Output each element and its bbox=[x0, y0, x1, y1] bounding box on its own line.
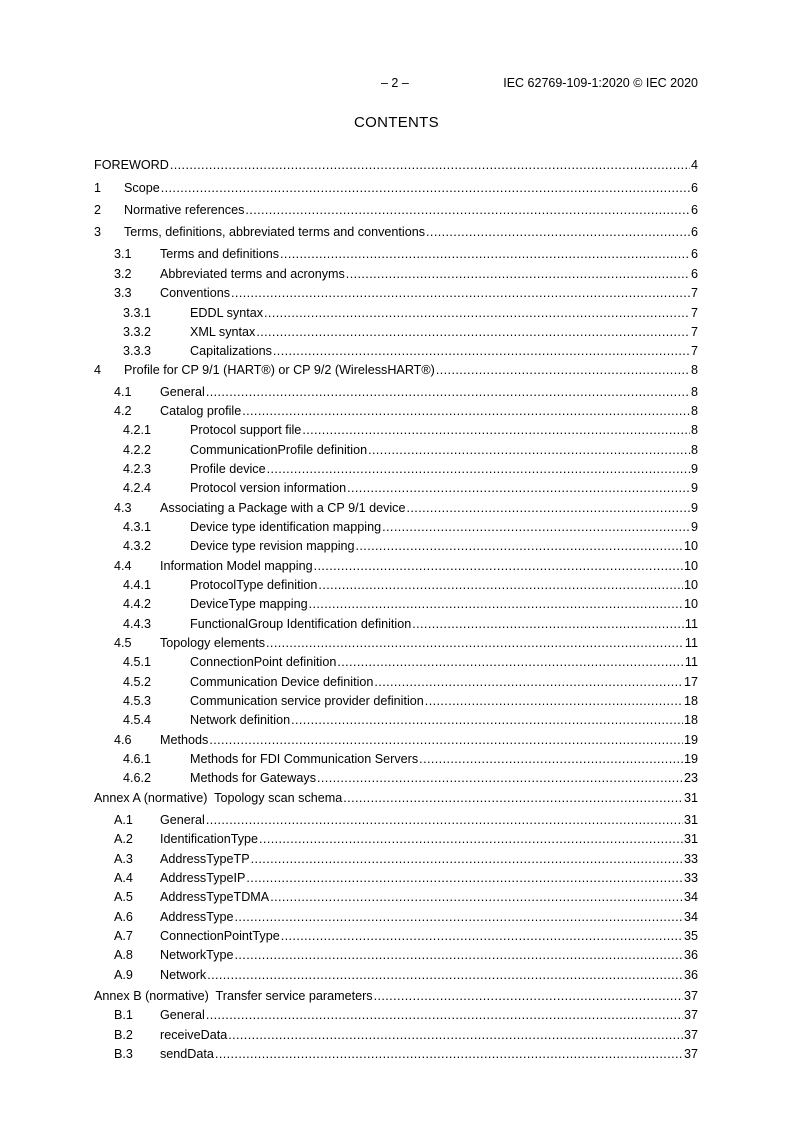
toc-entry[interactable] bbox=[94, 481, 698, 496]
toc-entry-number: 2 bbox=[94, 203, 102, 217]
toc-entry-label: Protocol version information bbox=[190, 481, 347, 495]
toc-entry-number: 4.3.2 bbox=[123, 539, 152, 553]
toc-entry-label: Terms and definitions bbox=[160, 247, 280, 261]
toc-entry-label: Profile device bbox=[190, 462, 266, 476]
toc-entry-page: 10 bbox=[683, 539, 698, 553]
toc-entry-label: Network definition bbox=[190, 713, 291, 727]
toc-entry[interactable] bbox=[94, 501, 698, 516]
toc-entry-label: DeviceType mapping bbox=[190, 597, 308, 611]
toc-leader-dots bbox=[407, 501, 690, 516]
toc-entry-label: ConnectionPointType bbox=[160, 929, 280, 943]
toc-entry[interactable] bbox=[94, 752, 698, 767]
toc-entry-number: A.5 bbox=[114, 890, 133, 904]
toc-entry[interactable] bbox=[94, 890, 698, 905]
toc-entry-page: 4 bbox=[690, 158, 698, 172]
toc-entry[interactable] bbox=[94, 968, 698, 983]
toc-entry-label: FOREWORD bbox=[94, 158, 169, 172]
toc-leader-dots bbox=[206, 813, 683, 828]
toc-entry-label: ProtocolType definition bbox=[190, 578, 318, 592]
toc-entry-number: A.6 bbox=[114, 910, 133, 924]
toc-leader-dots bbox=[270, 890, 683, 905]
toc-entry-label: AddressType bbox=[160, 910, 234, 924]
toc-entry[interactable] bbox=[94, 443, 698, 458]
toc-entry[interactable] bbox=[94, 929, 698, 944]
toc-entry-page: 11 bbox=[684, 636, 698, 650]
toc-entry-label: Communication Device definition bbox=[190, 675, 374, 689]
toc-entry-label: Network bbox=[160, 968, 207, 982]
toc-entry-number: 4.3 bbox=[114, 501, 132, 515]
toc-entry-label: AddressTypeIP bbox=[160, 871, 246, 885]
toc-entry-page: 10 bbox=[683, 597, 698, 611]
toc-leader-dots bbox=[309, 597, 683, 612]
toc-leader-dots bbox=[235, 948, 683, 963]
toc-leader-dots bbox=[343, 791, 683, 806]
toc-entry-label: FunctionalGroup Identification definition bbox=[190, 617, 412, 631]
toc-entry-number: B.3 bbox=[114, 1047, 133, 1061]
toc-entry-label: Annex A (normative) Topology scan schema bbox=[94, 791, 343, 805]
toc-entry-page: 6 bbox=[690, 203, 698, 217]
toc-leader-dots bbox=[215, 1047, 683, 1062]
toc-entry-number: 4.4.3 bbox=[123, 617, 152, 631]
toc-leader-dots bbox=[426, 225, 690, 240]
toc-entry[interactable] bbox=[94, 539, 698, 554]
toc-entry-label: ConnectionPoint definition bbox=[190, 655, 337, 669]
toc-entry-number: 3.3.2 bbox=[123, 325, 152, 339]
toc-entry[interactable] bbox=[94, 597, 698, 612]
toc-entry-page: 18 bbox=[683, 713, 698, 727]
toc-entry-label: NetworkType bbox=[160, 948, 234, 962]
toc-leader-dots bbox=[207, 968, 683, 983]
toc-entry-label: Device type revision mapping bbox=[190, 539, 355, 553]
toc-entry[interactable] bbox=[94, 910, 698, 925]
toc-entry-page: 7 bbox=[690, 344, 698, 358]
toc-leader-dots bbox=[368, 443, 690, 458]
toc-entry-page: 33 bbox=[683, 852, 698, 866]
toc-entry[interactable] bbox=[94, 655, 698, 670]
toc-entry-label: Scope bbox=[124, 181, 160, 195]
toc-entry[interactable] bbox=[94, 791, 698, 806]
toc-entry-page: 8 bbox=[690, 363, 698, 377]
toc-leader-dots bbox=[302, 423, 690, 438]
toc-entry-page: 9 bbox=[690, 462, 698, 476]
toc-entry-page: 8 bbox=[690, 423, 698, 437]
toc-entry-label: Abbreviated terms and acronyms bbox=[160, 267, 345, 281]
toc-leader-dots bbox=[356, 539, 683, 554]
toc-entry[interactable] bbox=[94, 617, 698, 632]
toc-entry-page: 7 bbox=[690, 286, 698, 300]
toc-entry-number: 4 bbox=[94, 363, 102, 377]
toc-entry-label: Conventions bbox=[160, 286, 231, 300]
toc-entry-label: Methods for FDI Communication Servers bbox=[190, 752, 419, 766]
page-title: CONTENTS bbox=[354, 114, 439, 131]
toc-entry-number: 4.5.1 bbox=[123, 655, 152, 669]
toc-leader-dots bbox=[242, 404, 690, 419]
toc-entry-number: A.7 bbox=[114, 929, 133, 943]
toc-entry[interactable] bbox=[94, 158, 698, 173]
toc-entry-label: sendData bbox=[160, 1047, 214, 1061]
toc-entry-page: 9 bbox=[690, 481, 698, 495]
toc-entry[interactable] bbox=[94, 404, 698, 419]
toc-leader-dots bbox=[206, 385, 690, 400]
toc-entry-number: 4.2.4 bbox=[123, 481, 152, 495]
toc-entry[interactable] bbox=[94, 247, 698, 262]
toc-entry-number: 4.3.1 bbox=[123, 520, 152, 534]
toc-leader-dots bbox=[291, 713, 683, 728]
toc-entry-label: Annex B (normative) Transfer service parameters bbox=[94, 989, 373, 1003]
toc-leader-dots bbox=[436, 363, 690, 378]
toc-entry-page: 6 bbox=[690, 247, 698, 261]
toc-leader-dots bbox=[267, 462, 690, 477]
toc-leader-dots bbox=[170, 158, 690, 173]
toc-entry[interactable] bbox=[94, 771, 698, 786]
toc-leader-dots bbox=[273, 344, 690, 359]
toc-entry[interactable] bbox=[94, 578, 698, 593]
toc-entry-label: Profile for CP 9/1 (HART®) or CP 9/2 (WirelessHART®) bbox=[124, 363, 435, 377]
toc-entry[interactable] bbox=[94, 675, 698, 690]
toc-entry-number: 3.3.1 bbox=[123, 306, 152, 320]
toc-entry[interactable] bbox=[94, 694, 698, 709]
toc-entry[interactable] bbox=[94, 267, 698, 282]
toc-entry-number: A.4 bbox=[114, 871, 133, 885]
toc-entry-page: 7 bbox=[690, 325, 698, 339]
toc-entry-number: 4.2.3 bbox=[123, 462, 152, 476]
toc-entry-label: Information Model mapping bbox=[160, 559, 313, 573]
toc-entry[interactable] bbox=[94, 559, 698, 574]
toc-entry-label: Protocol support file bbox=[190, 423, 302, 437]
toc-entry-label: Catalog profile bbox=[160, 404, 242, 418]
toc-leader-dots bbox=[246, 871, 683, 886]
toc-entry[interactable] bbox=[94, 181, 698, 196]
toc-leader-dots bbox=[419, 752, 683, 767]
toc-entry[interactable] bbox=[94, 423, 698, 438]
toc-entry-page: 31 bbox=[683, 791, 698, 805]
toc-entry-number: 3 bbox=[94, 225, 102, 239]
document-reference: IEC 62769-109-1:2020 © IEC 2020 bbox=[503, 76, 698, 90]
toc-leader-dots bbox=[317, 771, 683, 786]
toc-entry-page: 31 bbox=[683, 813, 698, 827]
toc-leader-dots bbox=[347, 481, 690, 496]
toc-entry-number: 3.3.3 bbox=[123, 344, 152, 358]
toc-entry-page: 8 bbox=[690, 385, 698, 399]
toc-entry-label: receiveData bbox=[160, 1028, 228, 1042]
toc-entry[interactable] bbox=[94, 713, 698, 728]
toc-entry-number: A.1 bbox=[114, 813, 133, 827]
toc-entry-page: 35 bbox=[683, 929, 698, 943]
toc-entry-page: 33 bbox=[683, 871, 698, 885]
toc-entry-page: 37 bbox=[683, 1028, 698, 1042]
toc-entry-page: 23 bbox=[683, 771, 698, 785]
toc-entry[interactable] bbox=[94, 852, 698, 867]
toc-entry-page: 37 bbox=[683, 1008, 698, 1022]
toc-entry-number: 4.5 bbox=[114, 636, 132, 650]
toc-entry-page: 9 bbox=[690, 501, 698, 515]
toc-entry-page: 37 bbox=[683, 1047, 698, 1061]
toc-entry-page: 7 bbox=[690, 306, 698, 320]
toc-entry[interactable] bbox=[94, 203, 698, 218]
toc-entry[interactable] bbox=[94, 989, 698, 1004]
toc-entry-label: CommunicationProfile definition bbox=[190, 443, 368, 457]
toc-entry[interactable] bbox=[94, 1047, 698, 1062]
toc-leader-dots bbox=[206, 1008, 683, 1023]
toc-entry-number: A.8 bbox=[114, 948, 133, 962]
toc-leader-dots bbox=[264, 306, 690, 321]
toc-entry-page: 36 bbox=[683, 968, 698, 982]
toc-entry-number: A.9 bbox=[114, 968, 133, 982]
toc-entry[interactable] bbox=[94, 1028, 698, 1043]
toc-entry-label: IdentificationType bbox=[160, 832, 259, 846]
toc-entry[interactable] bbox=[94, 520, 698, 535]
toc-entry-label: General bbox=[160, 385, 205, 399]
toc-leader-dots bbox=[318, 578, 683, 593]
toc-entry-label: General bbox=[160, 813, 205, 827]
toc-leader-dots bbox=[251, 852, 683, 867]
toc-leader-dots bbox=[425, 694, 683, 709]
toc-leader-dots bbox=[245, 203, 690, 218]
toc-entry-number: 4.1 bbox=[114, 385, 132, 399]
toc-entry-page: 10 bbox=[683, 578, 698, 592]
toc-entry[interactable] bbox=[94, 636, 698, 651]
toc-entry-page: 18 bbox=[683, 694, 698, 708]
toc-entry-label: Methods bbox=[160, 733, 209, 747]
toc-leader-dots bbox=[281, 929, 683, 944]
toc-leader-dots bbox=[337, 655, 684, 670]
toc-entry[interactable] bbox=[94, 733, 698, 748]
toc-entry-label: Normative references bbox=[124, 203, 245, 217]
toc-entry-page: 19 bbox=[683, 752, 698, 766]
toc-entry-number: 4.5.4 bbox=[123, 713, 152, 727]
toc-entry-page: 6 bbox=[690, 181, 698, 195]
toc-entry-label: Capitalizations bbox=[190, 344, 272, 358]
toc-leader-dots bbox=[382, 520, 690, 535]
toc-entry-number: 4.6.1 bbox=[123, 752, 152, 766]
toc-leader-dots bbox=[280, 247, 690, 262]
toc-entry-number: A.2 bbox=[114, 832, 133, 846]
toc-entry[interactable] bbox=[94, 948, 698, 963]
toc-entry-page: 8 bbox=[690, 443, 698, 457]
toc-entry-number: 4.6 bbox=[114, 733, 132, 747]
toc-entry-page: 19 bbox=[683, 733, 698, 747]
page-number: – 2 – bbox=[381, 76, 409, 90]
toc-entry-label: EDDL syntax bbox=[190, 306, 264, 320]
toc-leader-dots bbox=[161, 181, 690, 196]
toc-entry-page: 9 bbox=[690, 520, 698, 534]
toc-entry-number: 4.5.2 bbox=[123, 675, 152, 689]
toc-entry-label: XML syntax bbox=[190, 325, 256, 339]
toc-entry-page: 6 bbox=[690, 267, 698, 281]
toc-entry-label: General bbox=[160, 1008, 205, 1022]
toc-entry-page: 6 bbox=[690, 225, 698, 239]
toc-entry-label: Topology elements bbox=[160, 636, 266, 650]
toc-leader-dots bbox=[259, 832, 683, 847]
toc-entry[interactable] bbox=[94, 306, 698, 321]
toc-entry-number: 4.2 bbox=[114, 404, 132, 418]
toc-leader-dots bbox=[346, 267, 690, 282]
toc-entry-label: Associating a Package with a CP 9/1 device bbox=[160, 501, 406, 515]
toc-entry[interactable] bbox=[94, 385, 698, 400]
toc-leader-dots bbox=[231, 286, 690, 301]
toc-entry-label: AddressTypeTDMA bbox=[160, 890, 270, 904]
toc-entry-number: 4.4.2 bbox=[123, 597, 152, 611]
toc-entry-number: A.3 bbox=[114, 852, 133, 866]
toc-leader-dots bbox=[314, 559, 683, 574]
toc-leader-dots bbox=[235, 910, 683, 925]
toc-leader-dots bbox=[256, 325, 690, 340]
toc-entry[interactable] bbox=[94, 286, 698, 301]
toc-entry[interactable] bbox=[94, 344, 698, 359]
toc-entry-page: 10 bbox=[683, 559, 698, 573]
toc-entry-number: 3.1 bbox=[114, 247, 132, 261]
toc-entry-page: 8 bbox=[690, 404, 698, 418]
toc-entry[interactable] bbox=[94, 813, 698, 828]
toc-entry-number: 1 bbox=[94, 181, 102, 195]
toc-entry-number: B.2 bbox=[114, 1028, 133, 1042]
toc-leader-dots bbox=[412, 617, 684, 632]
toc-leader-dots bbox=[209, 733, 683, 748]
toc-entry-number: B.1 bbox=[114, 1008, 133, 1022]
toc-entry-number: 3.2 bbox=[114, 267, 132, 281]
toc-entry[interactable] bbox=[94, 462, 698, 477]
toc-leader-dots bbox=[266, 636, 684, 651]
toc-entry-number: 4.4.1 bbox=[123, 578, 152, 592]
toc-entry-page: 34 bbox=[683, 910, 698, 924]
toc-entry-number: 4.4 bbox=[114, 559, 132, 573]
toc-leader-dots bbox=[374, 675, 683, 690]
toc-entry[interactable] bbox=[94, 363, 698, 378]
toc-entry-label: Communication service provider definition bbox=[190, 694, 424, 708]
toc-entry[interactable] bbox=[94, 832, 698, 847]
toc-entry-page: 34 bbox=[683, 890, 698, 904]
toc-entry-number: 4.5.3 bbox=[123, 694, 152, 708]
toc-entry-page: 31 bbox=[683, 832, 698, 846]
toc-entry-page: 17 bbox=[683, 675, 698, 689]
toc-entry[interactable] bbox=[94, 325, 698, 340]
toc-entry-number: 3.3 bbox=[114, 286, 132, 300]
toc-entry-number: 4.2.2 bbox=[123, 443, 152, 457]
toc-leader-dots bbox=[374, 989, 683, 1004]
toc-entry-page: 37 bbox=[683, 989, 698, 1003]
toc-entry-number: 4.6.2 bbox=[123, 771, 152, 785]
toc-entry-page: 36 bbox=[683, 948, 698, 962]
toc-leader-dots bbox=[228, 1028, 683, 1043]
toc-entry-number: 4.2.1 bbox=[123, 423, 152, 437]
toc-entry-label: Terms, definitions, abbreviated terms and conventions bbox=[124, 225, 426, 239]
toc-entry-label: Device type identification mapping bbox=[190, 520, 382, 534]
toc-entry-page: 11 bbox=[684, 617, 698, 631]
toc-entry[interactable] bbox=[94, 871, 698, 886]
toc-entry-page: 11 bbox=[684, 655, 698, 669]
toc-entry[interactable] bbox=[94, 225, 698, 240]
toc-entry[interactable] bbox=[94, 1008, 698, 1023]
toc-entry-label: AddressTypeTP bbox=[160, 852, 250, 866]
toc-entry-label: Methods for Gateways bbox=[190, 771, 316, 785]
